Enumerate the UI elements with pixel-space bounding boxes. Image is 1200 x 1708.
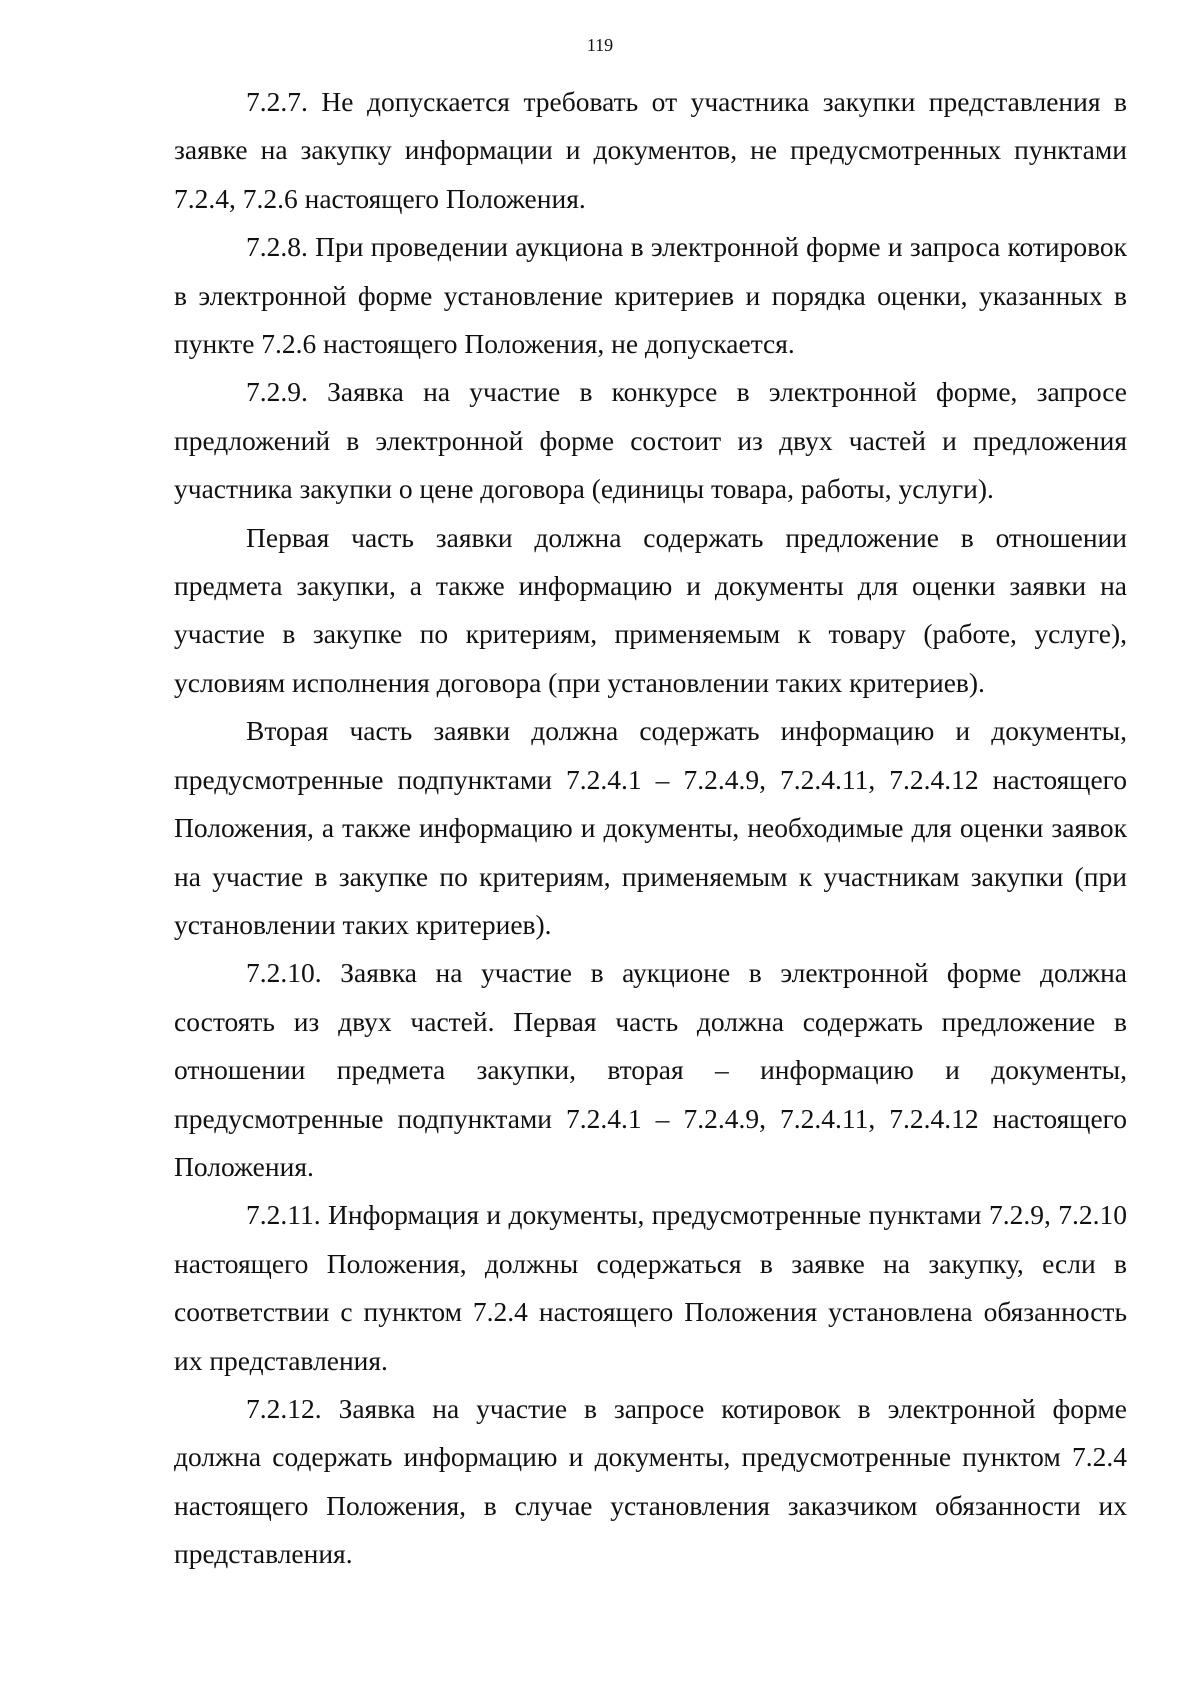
paragraph-7-2-9: 7.2.9. Заявка на участие в конкурсе в электронной форме, запросе предложений в электронной форме состоит из двух частей и предложения участника закупки о цене договора (единицы товара, работы, услуги). bbox=[174, 376, 1127, 505]
page-number: 119 bbox=[586, 35, 614, 55]
paragraph-second-part: Вторая часть заявки должна содержать информацию и документы, предусмотренные подпунктами 7.2.4.1 – 7.2.4.9, 7.2.4.11, 7.2.4.12 настоящего Положения, а также информацию и документы, необходимые для оценки заявок на участие в закупке по критериям, применяемым к участникам закупки (при установлении таких критериев). bbox=[174, 715, 1127, 940]
paragraph-first-part: Первая часть заявки должна содержать предложение в отношении предмета закупки, а также информацию и документы для оценки заявки на участие в закупке по критериям, применяемым к товару (работе, услуге), условиям исполнения договора (при установлении таких критериев). bbox=[174, 521, 1127, 698]
document-body bbox=[174, 78, 1127, 1579]
paragraph-7-2-10: 7.2.10. Заявка на участие в аукционе в электронной форме должна состоять из двух частей. Первая часть должна содержать предложение в отношении предмета закупки, вторая – информацию и документы, предусмотренные подпунктами 7.2.4.1 – 7.2.4.9, 7.2.4.11, 7.2.4.12 настоящего Положения. bbox=[174, 957, 1127, 1182]
paragraph-7-2-7: 7.2.7. Не допускается требовать от участника закупки представления в заявке на закупку информации и документов, не предусмотренных пунктами 7.2.4, 7.2.6 настоящего Положения. bbox=[174, 86, 1127, 214]
paragraph-7-2-12: 7.2.12. Заявка на участие в запросе котировок в электронной форме должна содержать информацию и документы, предусмотренные пунктом 7.2.4 настоящего Положения, в случае установления заказчиком обязанности их представления. bbox=[174, 1392, 1127, 1570]
paragraph-7-2-8: 7.2.8. При проведении аукциона в электронной форме и запроса котировок в электронной форме установление критериев и порядка оценки, указанных в пункте 7.2.6 настоящего Положения, не допускается. bbox=[174, 231, 1127, 360]
paragraph-7-2-11: 7.2.11. Информация и документы, предусмотренные пунктами 7.2.9, 7.2.10 настоящего Положения, должны содержаться в заявке на закупку, если в соответствии с пунктом 7.2.4 настоящего Положения установлена обязанность их представления. bbox=[174, 1199, 1127, 1376]
